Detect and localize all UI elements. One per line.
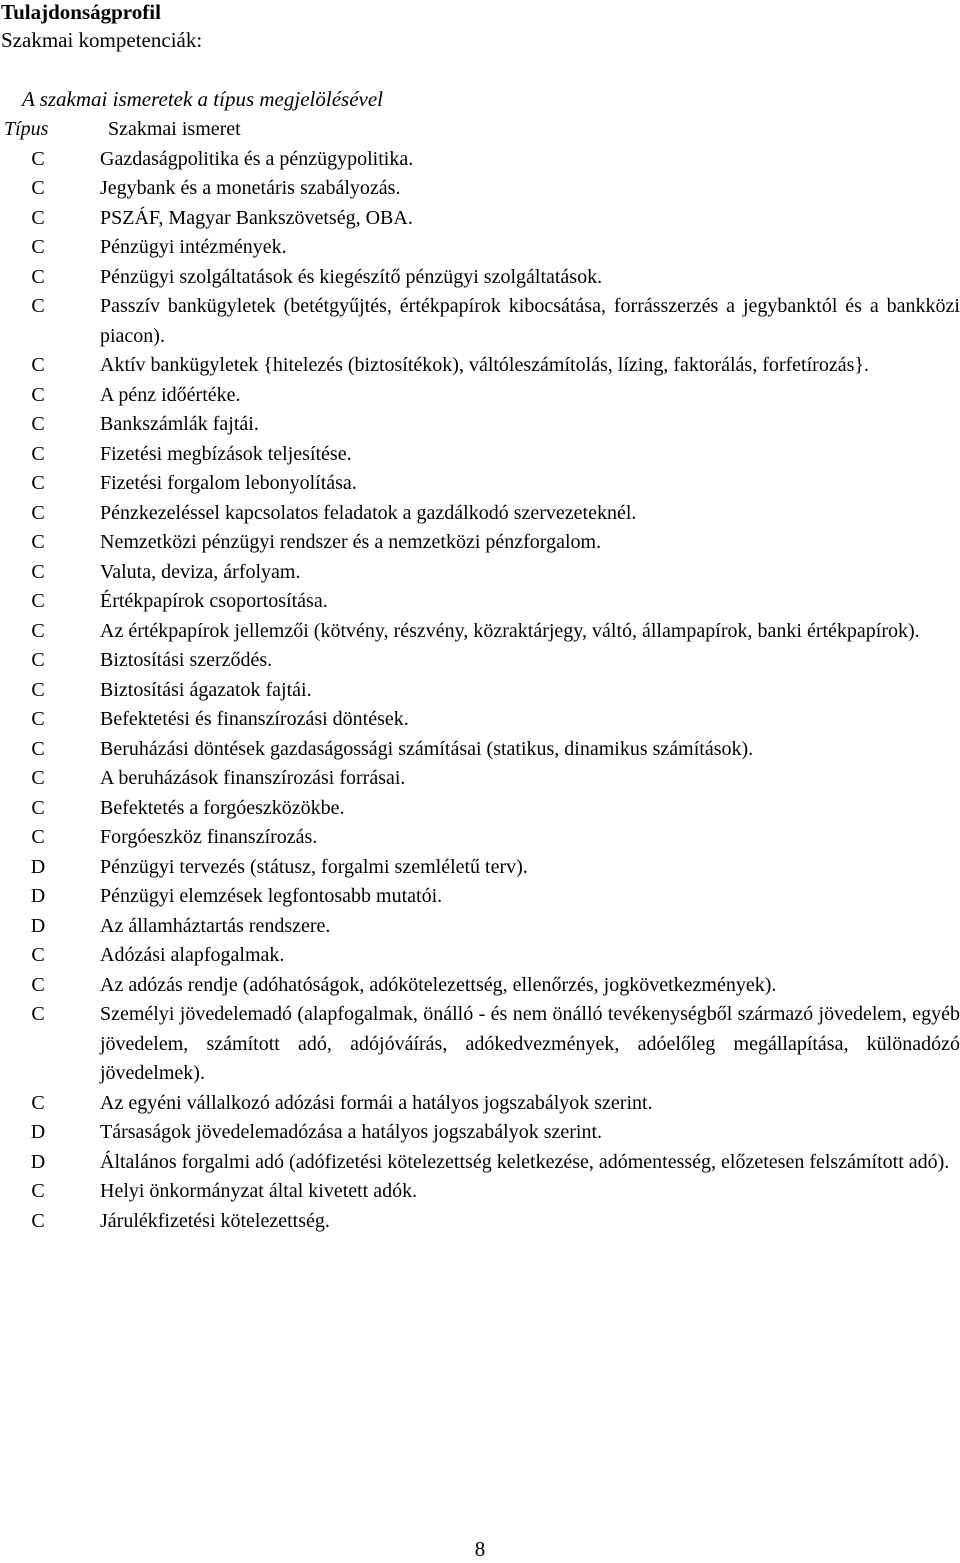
table-row xyxy=(0,1000,960,1089)
table-row xyxy=(0,705,960,735)
competency-table xyxy=(0,115,960,1236)
knowledge-item: Pénzügyi elemzések legfontosabb mutatói. xyxy=(100,885,443,907)
competency-type: C xyxy=(31,531,45,553)
page-number: 8 xyxy=(474,1537,486,1561)
knowledge-item: Forgóeszköz finanszírozás. xyxy=(100,826,318,848)
knowledge-item: Értékpapírok csoportosítása. xyxy=(100,590,328,612)
competency-type: C xyxy=(31,767,45,789)
knowledge-item: Az egyéni vállalkozó adózási formái a hatályos jogszabályok szerint. xyxy=(100,1091,653,1114)
knowledge-item: A beruházások finanszírozási forrásai. xyxy=(100,767,406,789)
table-row xyxy=(0,646,960,676)
knowledge-item: Biztosítási szerződés. xyxy=(100,649,273,671)
competency-type: C xyxy=(31,737,45,760)
table-row xyxy=(0,204,960,234)
competency-type: D xyxy=(30,885,46,907)
competency-type: C xyxy=(31,295,45,317)
competency-type: D xyxy=(30,855,46,878)
table-row xyxy=(0,823,960,853)
table-row xyxy=(0,1207,960,1237)
knowledge-item: Társaságok jövedelemadózása a hatályos jogszabályok szerint. xyxy=(100,1121,603,1143)
competency-type: D xyxy=(30,1150,46,1173)
knowledge-item: Fizetési forgalom lebonyolítása. xyxy=(100,472,357,494)
competency-type: C xyxy=(31,590,45,612)
table-row xyxy=(0,941,960,971)
table-row xyxy=(0,1089,960,1119)
table-row xyxy=(0,233,960,263)
competency-type: C xyxy=(31,501,45,524)
table-row xyxy=(0,587,960,617)
table-header-row xyxy=(0,115,960,145)
table-body xyxy=(0,145,960,1237)
table-row xyxy=(0,1148,960,1178)
table-row xyxy=(0,174,960,204)
knowledge-item: Aktív bankügyletek {hitelezés (biztosítékok), váltóleszámítolás, lízing, faktorálás, forfetírozás}. xyxy=(100,354,869,376)
knowledge-item: Gazdaságpolitika és a pénzügypolitika. xyxy=(100,147,414,170)
table-row xyxy=(0,971,960,1001)
knowledge-item: Beruházási döntések gazdaságossági számításai (statikus, dinamikus számítások). xyxy=(100,737,754,760)
competency-type: C xyxy=(31,678,45,701)
knowledge-item: Az államháztartás rendszere. xyxy=(100,914,331,937)
table-row xyxy=(0,882,960,912)
competency-type: C xyxy=(31,1180,45,1202)
competency-type: C xyxy=(31,236,45,258)
knowledge-item: Helyi önkormányzat által kivetett adók. xyxy=(100,1180,418,1202)
competency-type: C xyxy=(31,1003,45,1025)
table-row xyxy=(0,764,960,794)
competency-type: C xyxy=(31,442,45,465)
table-row xyxy=(0,794,960,824)
knowledge-item: Bankszámlák fajtái. xyxy=(100,413,259,435)
page-title: Tulajdonságprofil xyxy=(1,0,161,24)
table-row xyxy=(0,145,960,175)
page-subtitle: Szakmai kompetenciák: xyxy=(1,28,203,52)
competency-type: C xyxy=(31,354,45,376)
knowledge-item: Befektetési és finanszírozási döntések. xyxy=(100,708,409,730)
knowledge-item: Adózási alapfogalmak. xyxy=(100,944,285,966)
competency-type: C xyxy=(31,147,45,170)
competency-type: C xyxy=(31,1209,45,1232)
knowledge-item: Biztosítási ágazatok fajtái. xyxy=(100,678,312,701)
table-row xyxy=(0,528,960,558)
table-row xyxy=(0,292,960,351)
knowledge-column-header: Szakmai ismeret xyxy=(108,118,241,140)
competency-type: C xyxy=(31,796,45,819)
table-row xyxy=(0,617,960,647)
competency-type: C xyxy=(31,826,45,848)
competency-type: C xyxy=(31,472,45,494)
table-row xyxy=(0,351,960,381)
table-row xyxy=(0,499,960,529)
table-row xyxy=(0,1118,960,1148)
knowledge-item: PSZÁF, Magyar Bankszövetség, OBA. xyxy=(100,206,413,229)
competency-type: C xyxy=(31,708,45,730)
competency-type: D xyxy=(30,1121,46,1143)
competency-type: C xyxy=(31,944,45,966)
table-row xyxy=(0,676,960,706)
competency-type: C xyxy=(31,649,45,671)
table-row xyxy=(0,381,960,411)
table-row xyxy=(0,853,960,883)
competency-type: C xyxy=(31,383,45,406)
competency-type: C xyxy=(31,560,45,583)
section-caption: A szakmai ismeretek a típus megjelölésével xyxy=(22,87,383,111)
knowledge-item: Pénzügyi intézmények. xyxy=(100,236,287,258)
knowledge-item: Személyi jövedelemadó (alapfogalmak, önálló - és nem önálló tevékenységből származó jövedelem, egyéb jövedelem, számított adó, adójóváírás, adókedvezmények, adóelőleg megállapítása, különadózó jövedelmek). xyxy=(100,1003,960,1084)
table-row xyxy=(0,735,960,765)
knowledge-item: Pénzkezeléssel kapcsolatos feladatok a gazdálkodó szervezeteknél. xyxy=(100,501,637,524)
knowledge-item: A pénz időértéke. xyxy=(100,383,241,406)
knowledge-item: Általános forgalmi adó (adófizetési kötelezettség keletkezése, adómentesség, előzetesen felszámított adó). xyxy=(100,1150,950,1173)
competency-type: C xyxy=(31,265,45,288)
table-row xyxy=(0,558,960,588)
competency-type: C xyxy=(31,177,45,199)
knowledge-item: Nemzetközi pénzügyi rendszer és a nemzetközi pénzforgalom. xyxy=(100,531,602,553)
knowledge-item: Pénzügyi tervezés (státusz, forgalmi szemléletű terv). xyxy=(100,855,528,878)
competency-type: C xyxy=(31,413,45,435)
knowledge-item: Fizetési megbízások teljesítése. xyxy=(100,442,352,465)
table-row xyxy=(0,469,960,499)
table-row xyxy=(0,912,960,942)
knowledge-item: Valuta, deviza, árfolyam. xyxy=(100,560,301,583)
knowledge-item: Befektetés a forgóeszközökbe. xyxy=(100,796,345,819)
competency-type: C xyxy=(31,619,45,642)
knowledge-item: Passzív bankügyletek (betétgyűjtés, értékpapírok kibocsátása, forrásszerzés a jegybanktól és a bankközi piacon). xyxy=(100,295,960,347)
competency-type: C xyxy=(31,973,45,996)
competency-type: D xyxy=(30,914,46,937)
knowledge-item: Az értékpapírok jellemzői (kötvény, részvény, közraktárjegy, váltó, állampapírok, banki értékpapírok). xyxy=(100,619,920,642)
table-row xyxy=(0,263,960,293)
table-row xyxy=(0,440,960,470)
knowledge-item: Járulékfizetési kötelezettség. xyxy=(100,1209,330,1232)
competency-type: C xyxy=(31,1091,45,1114)
table-row xyxy=(0,1177,960,1207)
table-row xyxy=(0,410,960,440)
type-column-header: Típus xyxy=(4,118,49,140)
knowledge-item: Jegybank és a monetáris szabályozás. xyxy=(100,177,401,199)
knowledge-item: Pénzügyi szolgáltatások és kiegészítő pénzügyi szolgáltatások. xyxy=(100,265,603,288)
competency-type: C xyxy=(31,206,45,229)
knowledge-item: Az adózás rendje (adóhatóságok, adókötelezettség, ellenőrzés, jogkövetkezmények). xyxy=(100,973,777,996)
